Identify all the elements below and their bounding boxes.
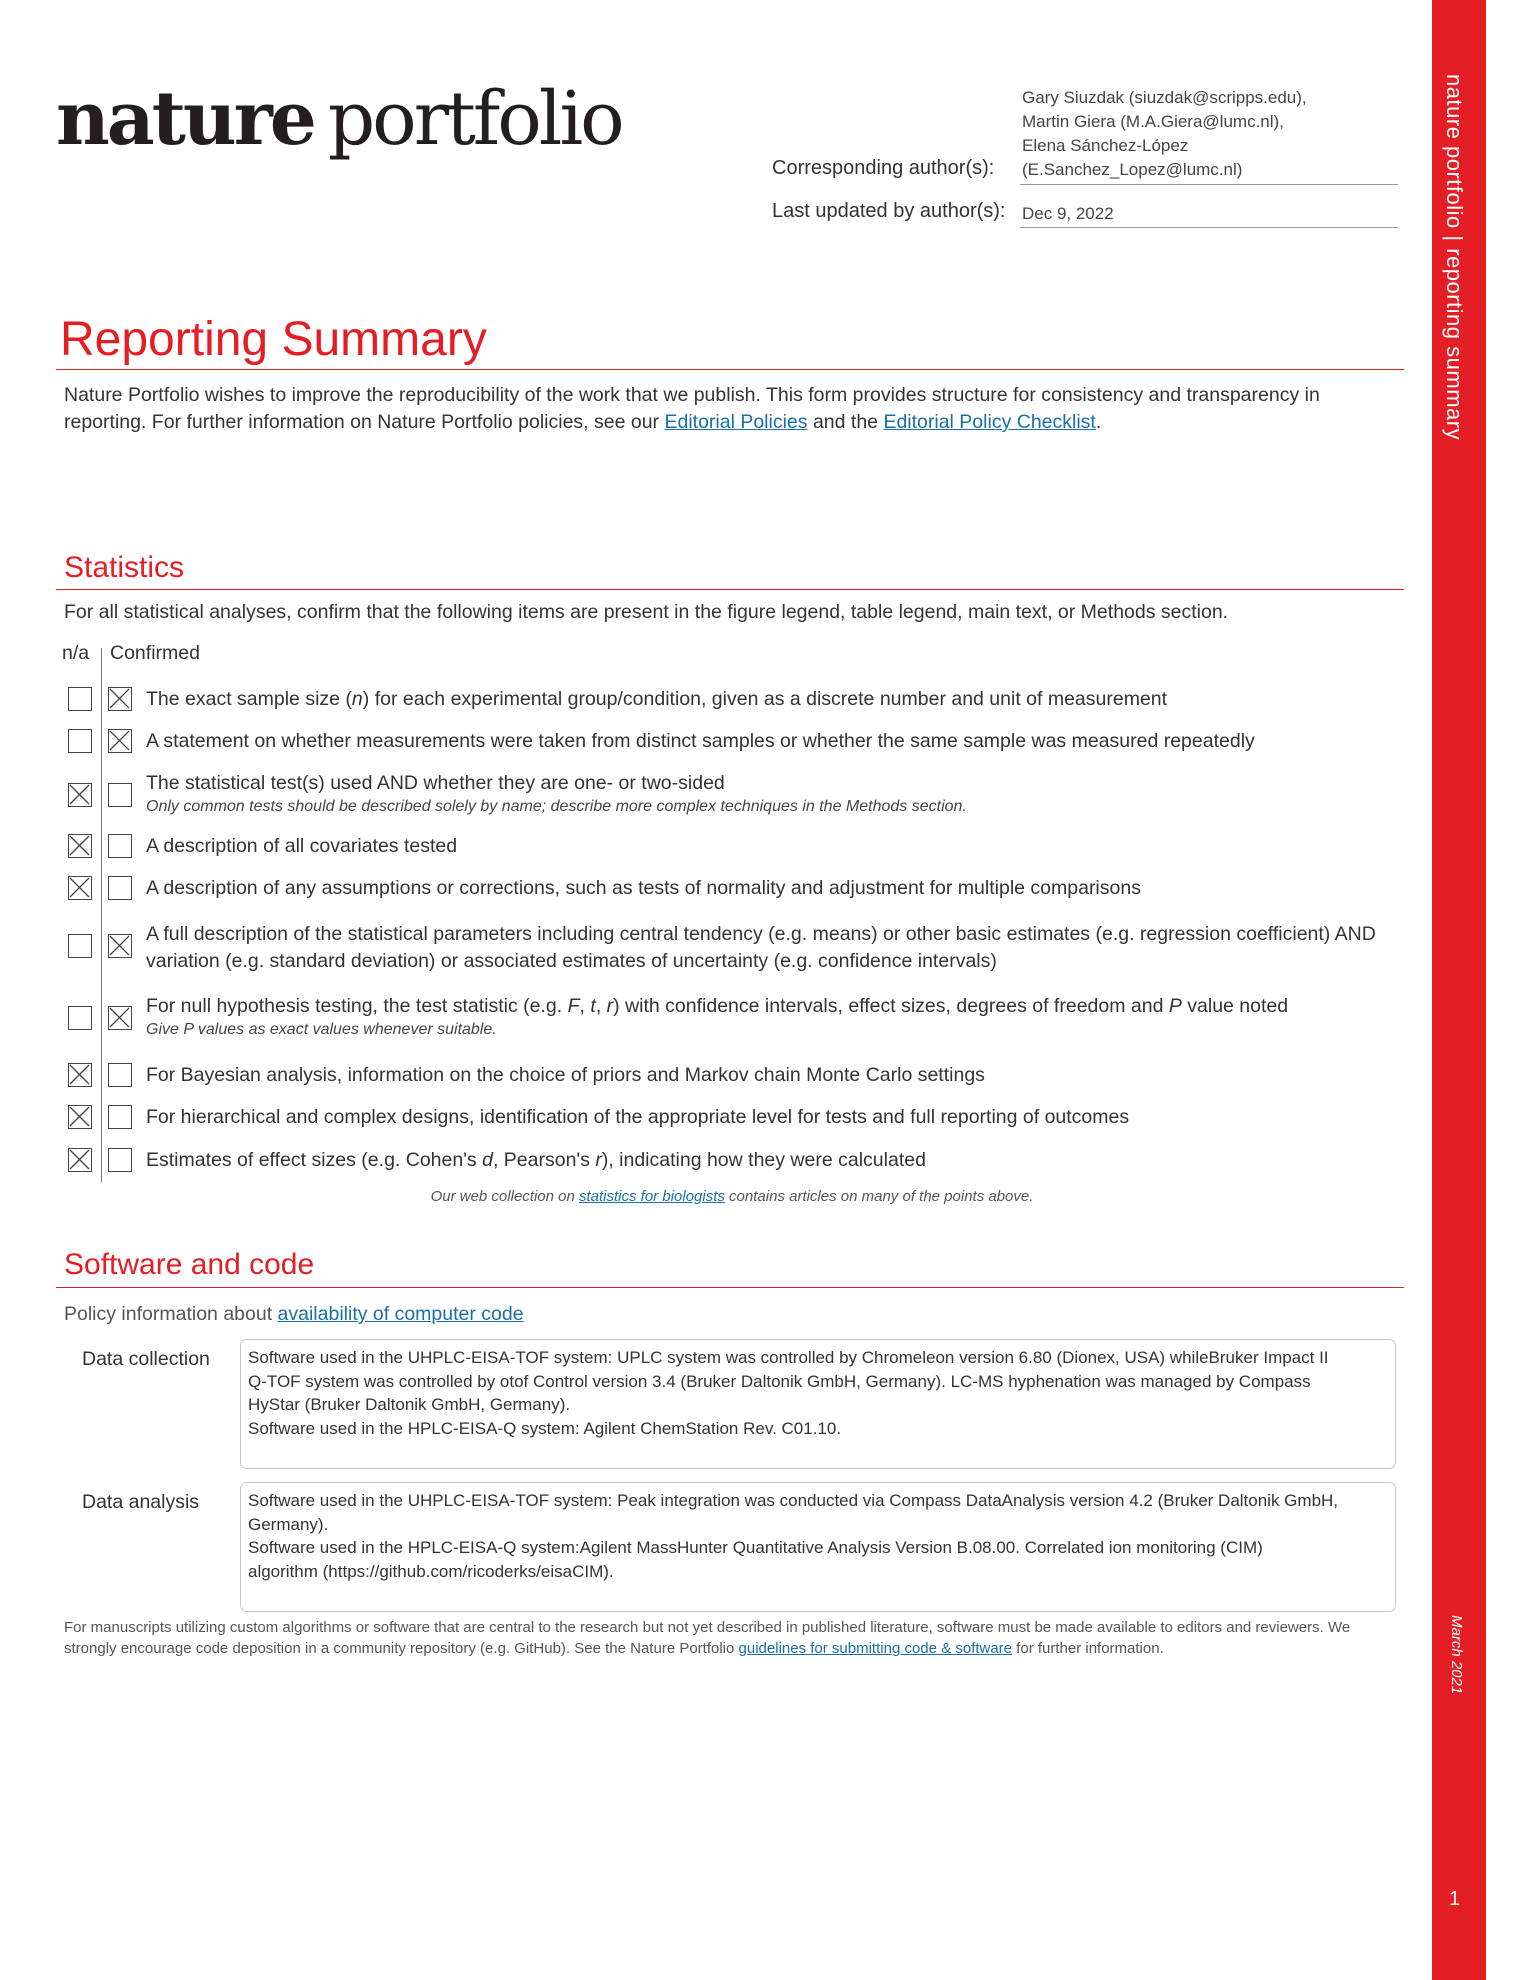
confirmed-checkbox[interactable] — [108, 1063, 132, 1087]
corresponding-authors-underline — [1020, 184, 1398, 185]
software-heading: Software and code — [64, 1248, 315, 1281]
field-line: Software used in the HPLC-EISA-Q system: Agilent ChemStation Rev. C01.10. — [248, 1418, 842, 1438]
confirmed-checkbox[interactable] — [108, 934, 132, 958]
na-checkbox[interactable] — [68, 1105, 92, 1129]
checklist-item-text — [146, 686, 1408, 713]
confirmed-checkbox[interactable] — [108, 729, 132, 753]
editorial-policies-link[interactable]: Editorial Policies — [664, 411, 808, 433]
confirmed-checkbox[interactable] — [108, 1006, 132, 1030]
intro-text: Nature Portfolio wishes to improve the reproducibility of the work that we publish. This form provides structure for consistency and transparency in reporting. For further information on Nature Portfolio policies, see our — [64, 384, 1320, 433]
logo-word-nature: nature — [56, 76, 314, 162]
checklist-item-text — [146, 833, 1408, 860]
checklist-item-label: A description of any assumptions or corrections, such as tests of normality and adjustment for multiple comparisons — [146, 877, 1141, 899]
statistics-intro: For all statistical analyses, confirm that the following items are present in the figure legend, table legend, main text, or Methods section. — [64, 601, 1229, 623]
confirmed-checkbox[interactable] — [108, 1105, 132, 1129]
sidebar-date: March 2021 — [1448, 1615, 1465, 1695]
data-collection-label: Data collection — [82, 1348, 210, 1370]
checklist-item-text — [146, 875, 1408, 902]
na-checkbox[interactable] — [68, 729, 92, 753]
corresponding-author-line: Martin Giera (M.A.Giera@lumc.nl), — [1022, 112, 1284, 131]
checklist-item-text — [146, 770, 1408, 817]
checklist-item-label: For null hypothesis testing, the test statistic (e.g. F, t, r) with confidence intervals, effect sizes, degrees of freedom and P value noted — [146, 995, 1289, 1017]
sidebar-title: nature portfolio | reporting summary — [1442, 74, 1467, 441]
field-line: Software used in the UHPLC-EISA-TOF system: UPLC system was controlled by Chromeleon version 6.80 (Dionex, USA) whileBruker Impact II — [248, 1348, 1329, 1367]
statistics-for-biologists-link[interactable]: statistics for biologists — [579, 1188, 725, 1205]
availability-of-computer-code-link[interactable]: availability of computer code — [277, 1303, 524, 1325]
checklist-item-label: The statistical test(s) used AND whether they are one- or two-sided — [146, 772, 725, 794]
checklist-item-label: A description of all covariates tested — [146, 835, 458, 857]
corresponding-authors-value[interactable] — [1022, 86, 1307, 182]
intro-paragraph — [64, 382, 1400, 436]
software-rule — [56, 1287, 1404, 1288]
footer-text: For manuscripts utilizing custom algorithms or software that are central to the research but not yet described in published literature, software must be made available to editors and reviewers. We strongly encourage code deposition in a community repository (e.g. GitHub). See the Nature Portfolio — [64, 1619, 1351, 1657]
na-checkbox[interactable] — [68, 834, 92, 858]
field-line: Germany). — [248, 1514, 329, 1534]
confirmed-column-header: Confirmed — [110, 642, 200, 664]
checklist-item-text — [146, 993, 1408, 1040]
data-analysis-label: Data analysis — [82, 1491, 200, 1513]
confirmed-checkbox[interactable] — [108, 834, 132, 858]
intro-text: . — [1095, 411, 1102, 433]
na-column-header: n/a — [62, 642, 90, 664]
checklist-item-text — [146, 921, 1408, 975]
checklist-item-label: The exact sample size (n) for each experimental group/condition, given as a discrete number and unit of measurement — [146, 688, 1168, 710]
corresponding-author-line: Elena Sánchez-López — [1022, 136, 1189, 155]
column-divider — [101, 648, 102, 1182]
na-checkbox[interactable] — [68, 1063, 92, 1087]
note-text: contains articles on many of the points above. — [724, 1188, 1034, 1205]
last-updated-label: Last updated by author(s): — [772, 200, 1006, 222]
page-number: 1 — [1449, 1888, 1461, 1910]
checklist-item-text — [146, 1062, 1408, 1089]
field-line: Q-TOF system was controlled by otof Control version 3.4 (Bruker Daltonik GmbH, Germany). LC-MS hyphenation was managed by Compass — [248, 1371, 1311, 1391]
na-checkbox[interactable] — [68, 876, 92, 900]
field-line: algorithm (https://github.com/ricoderks/eisaCIM). — [248, 1561, 614, 1581]
na-checkbox[interactable] — [68, 1006, 92, 1030]
na-checkbox[interactable] — [68, 934, 92, 958]
na-checkbox[interactable] — [68, 687, 92, 711]
checklist-item-label: Estimates of effect sizes (e.g. Cohen's d, Pearson's r), indicating how they were calculated — [146, 1149, 926, 1171]
checklist-item-label: For hierarchical and complex designs, identification of the appropriate level for tests and full reporting of outcomes — [146, 1106, 1130, 1128]
statistics-note — [64, 1188, 1400, 1205]
last-updated-underline — [1020, 227, 1398, 228]
note-text: Our web collection on — [430, 1188, 579, 1205]
statistics-heading: Statistics — [64, 551, 185, 584]
editorial-policy-checklist-link[interactable]: Editorial Policy Checklist — [883, 411, 1096, 433]
corresponding-authors-label: Corresponding author(s): — [772, 157, 995, 179]
nature-portfolio-logo — [56, 76, 622, 162]
last-updated-value[interactable]: Dec 9, 2022 — [1022, 204, 1114, 223]
corresponding-author-line: Gary Siuzdak (siuzdak@scripps.edu), — [1022, 88, 1307, 107]
confirmed-checkbox[interactable] — [108, 687, 132, 711]
checklist-item-text — [146, 1104, 1408, 1131]
page-title: Reporting Summary — [60, 313, 487, 366]
checklist-item-text — [146, 1147, 1408, 1174]
checklist-item-text — [146, 728, 1408, 755]
software-footer-note — [64, 1617, 1404, 1659]
checklist-item-note: Give P values as exact values whenever suitable. — [146, 1021, 497, 1038]
checklist-item-note: Only common tests should be described solely by name; describe more complex techniques in the Methods section. — [146, 798, 967, 815]
data-analysis-field[interactable] — [240, 1482, 1396, 1612]
checklist-item-label: A full description of the statistical parameters including central tendency (e.g. means) or other basic estimates (e.g. regression coefficient) AND variation (e.g. standard deviation) or associated estimates of uncertainty (e.g. confidence intervals) — [146, 923, 1376, 972]
logo-word-portfolio: portfolio — [327, 76, 622, 162]
policy-text: Policy information about — [64, 1303, 278, 1325]
data-collection-field[interactable] — [240, 1339, 1396, 1469]
guidelines-code-software-link[interactable]: guidelines for submitting code & software — [738, 1640, 1013, 1657]
na-checkbox[interactable] — [68, 783, 92, 807]
statistics-rule — [56, 589, 1404, 590]
field-line: HyStar (Bruker Daltonik GmbH, Germany). — [248, 1395, 571, 1414]
confirmed-checkbox[interactable] — [108, 783, 132, 807]
field-line: Software used in the HPLC-EISA-Q system:Agilent MassHunter Quantitative Analysis Version B.08.00. Correlated ion monitoring (CIM) — [248, 1538, 1263, 1557]
confirmed-checkbox[interactable] — [108, 876, 132, 900]
field-line: Software used in the UHPLC-EISA-TOF system: Peak integration was conducted via Compass DataAnalysis version 4.2 (Bruker Daltonik GmbH, — [248, 1491, 1339, 1510]
checklist-item-label: A statement on whether measurements were taken from distinct samples or whether the same sample was measured repeatedly — [146, 730, 1255, 752]
checklist-item-label: For Bayesian analysis, information on the choice of priors and Markov chain Monte Carlo settings — [146, 1064, 985, 1086]
corresponding-author-line: (E.Sanchez_Lopez@lumc.nl) — [1022, 160, 1243, 179]
software-policy-line — [64, 1301, 1400, 1328]
title-rule — [56, 369, 1404, 370]
confirmed-checkbox[interactable] — [108, 1148, 132, 1172]
na-checkbox[interactable] — [68, 1148, 92, 1172]
footer-text: for further information. — [1012, 1640, 1164, 1657]
intro-text: and the — [807, 411, 884, 433]
